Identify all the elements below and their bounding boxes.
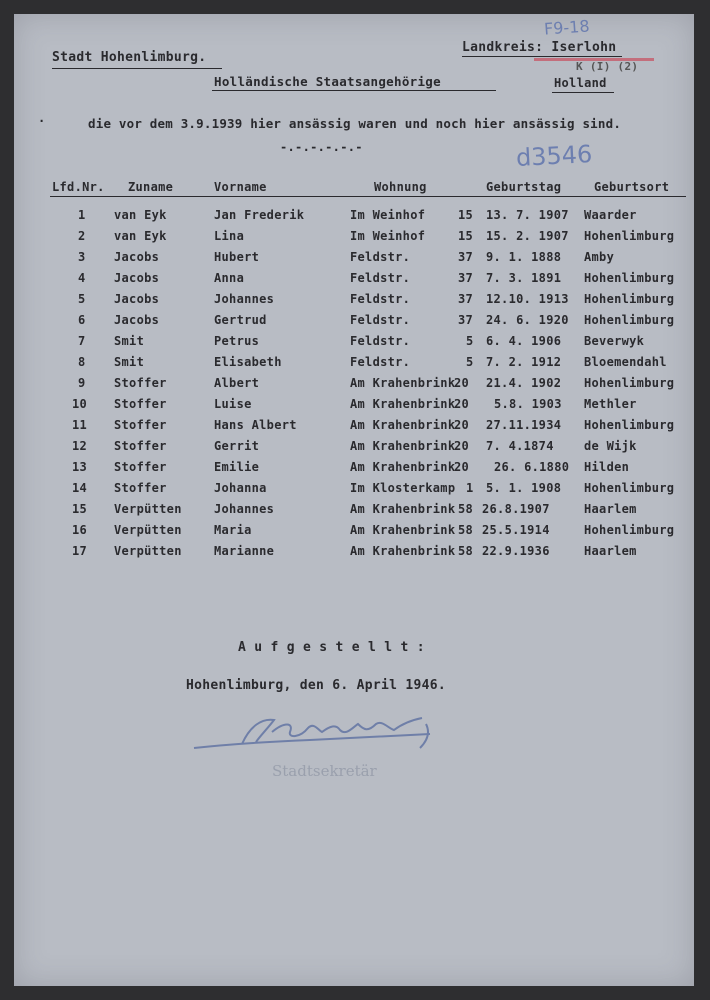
col-header-nr: Lfd.Nr.: [52, 180, 105, 194]
cell-wohnung: Am Krahenbrink: [350, 460, 456, 474]
cell-hausnr: 20: [454, 439, 470, 453]
cell-vorname: Johannes: [214, 292, 275, 306]
cell-zuname: Smit: [114, 355, 145, 369]
city-heading: Stadt Hohenlimburg.: [52, 50, 207, 65]
cell-zuname: Verpütten: [114, 502, 182, 516]
cell-nr: 1: [78, 208, 86, 222]
cell-hausnr: 37: [458, 271, 474, 285]
cell-geburtstag: 7. 4.1874: [486, 439, 554, 453]
cell-geburtstag: 22.9.1936: [482, 544, 550, 558]
table-row: [14, 460, 694, 478]
table-row: [14, 208, 694, 226]
cell-hausnr: 58: [458, 523, 474, 537]
cell-nr: 11: [72, 418, 88, 432]
cell-geburtsort: Hohenlimburg: [584, 229, 675, 243]
col-header-wohnung: Wohnung: [374, 180, 427, 194]
cell-wohnung: Im Weinhof: [350, 229, 426, 243]
cell-vorname: Gertrud: [214, 313, 267, 327]
cell-geburtsort: Methler: [584, 397, 637, 411]
cell-vorname: Elisabeth: [214, 355, 282, 369]
cell-geburtsort: Beverwyk: [584, 334, 645, 348]
cell-geburtsort: Hohenlimburg: [584, 271, 675, 285]
cell-wohnung: Am Krahenbrink: [350, 418, 456, 432]
cell-geburtstag: 7. 3. 1891: [486, 271, 562, 285]
cell-wohnung: Am Krahenbrink: [350, 502, 456, 516]
cell-zuname: Stoffer: [114, 397, 167, 411]
cell-zuname: Jacobs: [114, 292, 160, 306]
cell-nr: 13: [72, 460, 88, 474]
title-underline: [212, 90, 496, 91]
cell-vorname: Jan Frederik: [214, 208, 305, 222]
cell-nr: 5: [78, 292, 86, 306]
cell-nr: 7: [78, 334, 86, 348]
cell-zuname: Smit: [114, 334, 145, 348]
cell-geburtstag: 27.11.1934: [486, 418, 562, 432]
cell-hausnr: 37: [458, 250, 474, 264]
cell-geburtstag: 25.5.1914: [482, 523, 550, 537]
cell-geburtsort: Hohenlimburg: [584, 523, 675, 537]
cell-vorname: Lina: [214, 229, 245, 243]
cell-nr: 9: [78, 376, 86, 390]
cell-geburtsort: Hohenlimburg: [584, 292, 675, 306]
table-row: [14, 229, 694, 247]
cell-hausnr: 20: [454, 376, 470, 390]
col-header-zuname: Zuname: [128, 180, 174, 194]
table-row: [14, 355, 694, 373]
margin-dot: ·: [38, 114, 46, 128]
cell-vorname: Petrus: [214, 334, 260, 348]
cell-wohnung: Am Krahenbrink: [350, 397, 456, 411]
district-subcode: K (I) (2): [576, 60, 639, 73]
cell-zuname: Stoffer: [114, 376, 167, 390]
cell-zuname: van Eyk: [114, 208, 167, 222]
document-title: Holländische Staatsangehörige: [214, 74, 441, 89]
cell-wohnung: Feldstr.: [350, 334, 411, 348]
cell-hausnr: 5: [466, 334, 474, 348]
table-row: [14, 502, 694, 520]
city-underline: [52, 68, 222, 69]
cell-vorname: Anna: [214, 271, 245, 285]
cell-vorname: Johanna: [214, 481, 267, 495]
divider-line: -.-.-.-.-.-: [280, 140, 363, 154]
table-row: [14, 292, 694, 310]
cell-geburtstag: 26.8.1907: [482, 502, 550, 516]
cell-zuname: Stoffer: [114, 439, 167, 453]
compiled-label: A u f g e s t e l l t :: [238, 640, 425, 655]
cell-hausnr: 15: [458, 229, 474, 243]
cell-geburtstag: 7. 2. 1912: [486, 355, 562, 369]
cell-geburtstag: 21.4. 1902: [486, 376, 562, 390]
header-rule: [50, 196, 686, 197]
cell-nr: 3: [78, 250, 86, 264]
cell-geburtstag: 5. 1. 1908: [486, 481, 562, 495]
district-heading: Landkreis: Iserlohn: [462, 40, 617, 55]
table-row: [14, 418, 694, 436]
table-row: [14, 271, 694, 289]
cell-wohnung: Feldstr.: [350, 271, 411, 285]
cell-geburtsort: Haarlem: [584, 502, 637, 516]
cell-geburtsort: Hohenlimburg: [584, 313, 675, 327]
cell-hausnr: 58: [458, 544, 474, 558]
table-row: [14, 523, 694, 541]
cell-zuname: Jacobs: [114, 271, 160, 285]
table-row: [14, 544, 694, 562]
cell-zuname: Jacobs: [114, 313, 160, 327]
cell-wohnung: Feldstr.: [350, 292, 411, 306]
cell-zuname: Jacobs: [114, 250, 160, 264]
cell-wohnung: Im Klosterkamp: [350, 481, 456, 495]
table-row: [14, 376, 694, 394]
cell-geburtsort: Hohenlimburg: [584, 376, 675, 390]
cell-nr: 6: [78, 313, 86, 327]
cell-vorname: Marianne: [214, 544, 275, 558]
cell-wohnung: Feldstr.: [350, 313, 411, 327]
country-label: Holland: [554, 76, 607, 90]
cell-geburtstag: 12.10. 1913: [486, 292, 569, 306]
col-header-geburtsort: Geburtsort: [594, 180, 670, 194]
cell-vorname: Maria: [214, 523, 252, 537]
cell-geburtsort: Haarlem: [584, 544, 637, 558]
cell-geburtstag: 15. 2. 1907: [486, 229, 569, 243]
cell-nr: 10: [72, 397, 88, 411]
cell-zuname: Stoffer: [114, 418, 167, 432]
cell-wohnung: Feldstr.: [350, 355, 411, 369]
cell-vorname: Luise: [214, 397, 252, 411]
cell-nr: 12: [72, 439, 88, 453]
country-underline: [552, 92, 614, 93]
cell-hausnr: 1: [466, 481, 474, 495]
cell-hausnr: 37: [458, 313, 474, 327]
cell-nr: 16: [72, 523, 88, 537]
cell-hausnr: 58: [458, 502, 474, 516]
handwritten-doc-number: d3546: [515, 140, 593, 172]
cell-wohnung: Am Krahenbrink: [350, 376, 456, 390]
cell-geburtsort: Hohenlimburg: [584, 481, 675, 495]
cell-nr: 8: [78, 355, 86, 369]
table-row: [14, 481, 694, 499]
table-row: [14, 439, 694, 457]
cell-vorname: Johannes: [214, 502, 275, 516]
cell-wohnung: Am Krahenbrink: [350, 544, 456, 558]
cell-hausnr: 15: [458, 208, 474, 222]
cell-hausnr: 37: [458, 292, 474, 306]
archive-ref-note: F9-18: [543, 16, 591, 39]
stamp-stadtsekretaer: Stadtsekretär: [272, 762, 377, 780]
cell-geburtsort: Hohenlimburg: [584, 418, 675, 432]
cell-wohnung: Am Krahenbrink: [350, 523, 456, 537]
table-row: [14, 313, 694, 331]
cell-geburtsort: Waarder: [584, 208, 637, 222]
table-row: [14, 250, 694, 268]
table-row: [14, 334, 694, 352]
cell-zuname: van Eyk: [114, 229, 167, 243]
cell-nr: 17: [72, 544, 88, 558]
cell-hausnr: 20: [454, 397, 470, 411]
table-row: [14, 397, 694, 415]
cell-geburtstag: 6. 4. 1906: [486, 334, 562, 348]
cell-zuname: Stoffer: [114, 481, 167, 495]
cell-hausnr: 20: [454, 418, 470, 432]
cell-vorname: Albert: [214, 376, 260, 390]
cell-geburtsort: de Wijk: [584, 439, 637, 453]
cell-wohnung: Am Krahenbrink: [350, 439, 456, 453]
cell-geburtstag: 5.8. 1903: [494, 397, 562, 411]
cell-geburtstag: 9. 1. 1888: [486, 250, 562, 264]
cell-geburtsort: Hilden: [584, 460, 630, 474]
cell-geburtsort: Amby: [584, 250, 615, 264]
cell-zuname: Stoffer: [114, 460, 167, 474]
cell-nr: 4: [78, 271, 86, 285]
cell-zuname: Verpütten: [114, 544, 182, 558]
cell-vorname: Hubert: [214, 250, 260, 264]
signature: [190, 708, 460, 758]
cell-zuname: Verpütten: [114, 523, 182, 537]
cell-nr: 15: [72, 502, 88, 516]
col-header-geburtstag: Geburtstag: [486, 180, 562, 194]
cell-geburtstag: 24. 6. 1920: [486, 313, 569, 327]
cell-vorname: Gerrit: [214, 439, 260, 453]
cell-wohnung: Feldstr.: [350, 250, 411, 264]
col-header-vorname: Vorname: [214, 180, 267, 194]
cell-wohnung: Im Weinhof: [350, 208, 426, 222]
cell-hausnr: 5: [466, 355, 474, 369]
cell-hausnr: 20: [454, 460, 470, 474]
document-page: [14, 14, 694, 986]
cell-nr: 14: [72, 481, 88, 495]
cell-geburtsort: Bloemendahl: [584, 355, 667, 369]
cell-nr: 2: [78, 229, 86, 243]
place-date: Hohenlimburg, den 6. April 1946.: [186, 678, 447, 693]
document-subtitle: die vor dem 3.9.1939 hier ansässig waren und noch hier ansässig sind.: [88, 116, 622, 131]
cell-geburtstag: 26. 6.1880: [494, 460, 570, 474]
cell-vorname: Emilie: [214, 460, 260, 474]
district-underline: [462, 56, 622, 57]
cell-geburtstag: 13. 7. 1907: [486, 208, 569, 222]
cell-vorname: Hans Albert: [214, 418, 297, 432]
